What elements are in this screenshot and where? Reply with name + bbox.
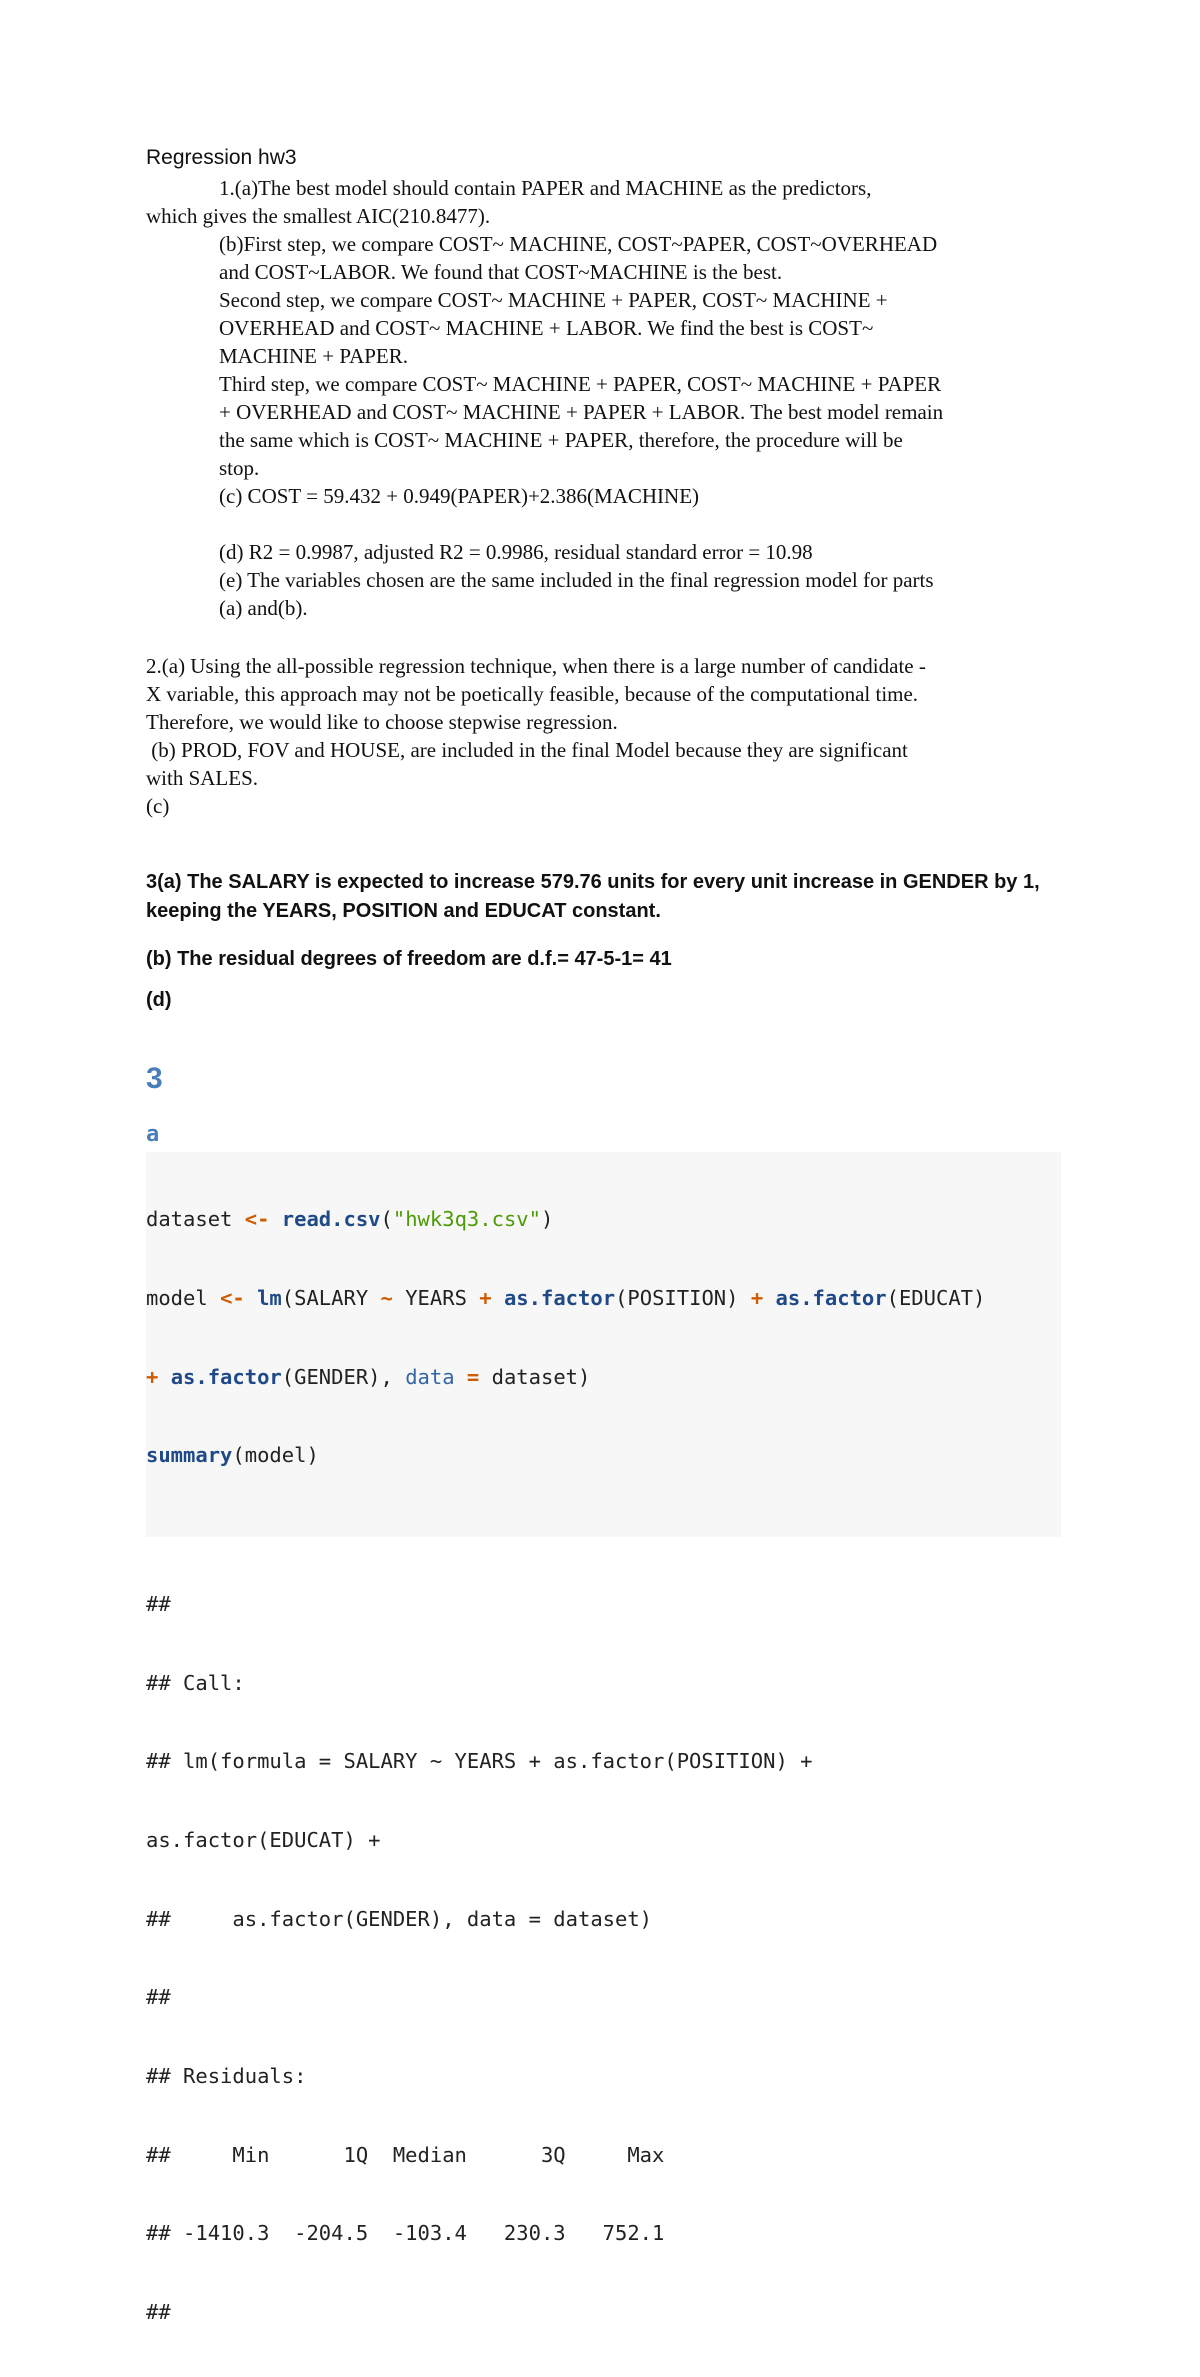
- tilde-operator: ~: [380, 1286, 393, 1311]
- function-name: as.factor: [503, 1286, 616, 1311]
- code-line-3: [146, 1364, 1061, 1390]
- q3-a-line-1: 3(a) The SALARY is expected to increase 579.76 units for every unit increase in GENDER by 1,: [146, 871, 1040, 893]
- function-name: as.factor: [775, 1286, 887, 1311]
- q1-b-line-2: and COST~LABOR. We found that COST~MACHINE is the best.: [219, 260, 783, 284]
- section-heading-3: 3: [146, 1062, 163, 1095]
- plus-operator: +: [479, 1286, 492, 1311]
- q1-b-line-7: + OVERHEAD and COST~ MACHINE + PAPER + LABOR. The best model remain: [219, 400, 944, 424]
- plus-operator: +: [146, 1364, 159, 1389]
- code-gap: [146, 1521, 1061, 1539]
- code-token: (POSITION): [615, 1286, 751, 1311]
- function-name: lm: [257, 1286, 282, 1311]
- code-line-1: [146, 1206, 1061, 1232]
- q1-c-line: (c) COST = 59.432 + 0.949(PAPER)+2.386(MACHINE): [219, 484, 700, 508]
- q1-b-line-3: Second step, we compare COST~ MACHINE + PAPER, COST~ MACHINE +: [219, 288, 888, 312]
- output-line-4: as.factor(EDUCAT) +: [146, 1828, 381, 1853]
- function-name: summary: [146, 1443, 233, 1468]
- code-token: [245, 1286, 257, 1310]
- q1-e-line-1: (e) The variables chosen are the same included in the final regression model for parts: [219, 568, 934, 592]
- q1-b-line-8: the same which is COST~ MACHINE + PAPER, therefore, the procedure will be: [219, 428, 903, 452]
- code-token: model: [146, 1286, 221, 1311]
- q1-b-line-6: Third step, we compare COST~ MACHINE + PAPER, COST~ MACHINE + PAPER: [219, 372, 942, 396]
- output-line-8: ## Min 1Q Median 3Q Max: [146, 2142, 665, 2167]
- code-token: ): [540, 1207, 554, 1232]
- string-literal: "hwk3q3.csv": [392, 1207, 541, 1232]
- output-line-9: ## -1410.3 -204.5 -103.4 230.3 752.1: [146, 2221, 665, 2246]
- q1-b-line-9: stop.: [219, 456, 260, 480]
- assign-operator: <-: [220, 1286, 245, 1311]
- q2-line-4: (b) PROD, FOV and HOUSE, are included in the final Model because they are significant: [146, 738, 908, 762]
- q1-b-line-4: OVERHEAD and COST~ MACHINE + LABOR. We find the best is COST~: [219, 316, 874, 340]
- blank-line: [146, 510, 1066, 538]
- output-line-10: ##: [146, 2299, 171, 2324]
- q1-a-line-2: which gives the smallest AIC(210.8477).: [146, 204, 491, 228]
- output-line-5: ## as.factor(GENDER), data = dataset): [146, 1906, 653, 1931]
- output-line-1: ##: [146, 1592, 171, 1617]
- document-title: Regression hw3: [146, 146, 297, 169]
- output-line-3: ## lm(formula = SALARY ~ YEARS + as.factor(POSITION) +: [146, 1749, 813, 1774]
- subsection-heading-a: a: [146, 1122, 160, 1147]
- question-2-answer: [146, 652, 1066, 820]
- question-1-answer: [146, 174, 1066, 622]
- argument-name: data: [405, 1364, 455, 1389]
- code-token: [492, 1286, 504, 1310]
- code-token: (EDUCAT): [886, 1286, 986, 1311]
- code-line-2: [146, 1285, 1061, 1311]
- code-token: [269, 1207, 281, 1231]
- equals-operator: =: [466, 1364, 480, 1389]
- q2-line-1: 2.(a) Using the all-possible regression technique, when there is a large number of candidate -: [146, 654, 926, 678]
- r-code-block: [146, 1154, 1061, 2377]
- q3-d-line: (d): [146, 989, 172, 1011]
- question-3-answer: [146, 868, 1076, 1015]
- output-line-6: ##: [146, 1985, 171, 2010]
- q2-line-6: (c): [146, 794, 170, 818]
- function-name: read.csv: [281, 1207, 381, 1232]
- q3-b-line: (b) The residual degrees of freedom are d.f.= 47-5-1= 41: [146, 948, 672, 970]
- assign-operator: <-: [244, 1207, 270, 1232]
- q1-b-line-1: (b)First step, we compare COST~ MACHINE, COST~PAPER, COST~OVERHEAD: [219, 232, 938, 256]
- q1-b-line-5: MACHINE + PAPER.: [219, 344, 409, 368]
- code-token: [158, 1365, 170, 1389]
- q3-a-paragraph: [146, 868, 1076, 926]
- function-name: as.factor: [170, 1364, 282, 1389]
- code-token: (: [380, 1207, 393, 1232]
- q1-e-line-2: (a) and(b).: [219, 596, 308, 620]
- q2-line-5: with SALES.: [146, 766, 259, 790]
- q2-line-3: Therefore, we would like to choose stepwise regression.: [146, 710, 618, 734]
- code-token: YEARS: [392, 1286, 480, 1311]
- code-token: (GENDER),: [281, 1364, 406, 1389]
- output-line-2: ## Call:: [146, 1670, 245, 1695]
- output-line-7: ## Residuals:: [146, 2063, 307, 2088]
- q1-a-line-1: 1.(a)The best model should contain PAPER and MACHINE as the predictors,: [219, 176, 872, 200]
- code-token: dataset: [146, 1207, 245, 1232]
- q3-a-line-2: keeping the YEARS, POSITION and EDUCAT constant.: [146, 900, 661, 922]
- code-token: [763, 1286, 775, 1310]
- code-token: dataset): [479, 1364, 591, 1389]
- q2-line-2: X variable, this approach may not be poetically feasible, because of the computational time.: [146, 682, 919, 706]
- plus-operator: +: [750, 1286, 764, 1311]
- code-line-4: [146, 1442, 1061, 1468]
- code-token: (model): [232, 1443, 319, 1468]
- code-token: (SALARY: [281, 1286, 381, 1311]
- code-token: [455, 1365, 467, 1389]
- q1-d-line: (d) R2 = 0.9987, adjusted R2 = 0.9986, residual standard error = 10.98: [219, 540, 813, 564]
